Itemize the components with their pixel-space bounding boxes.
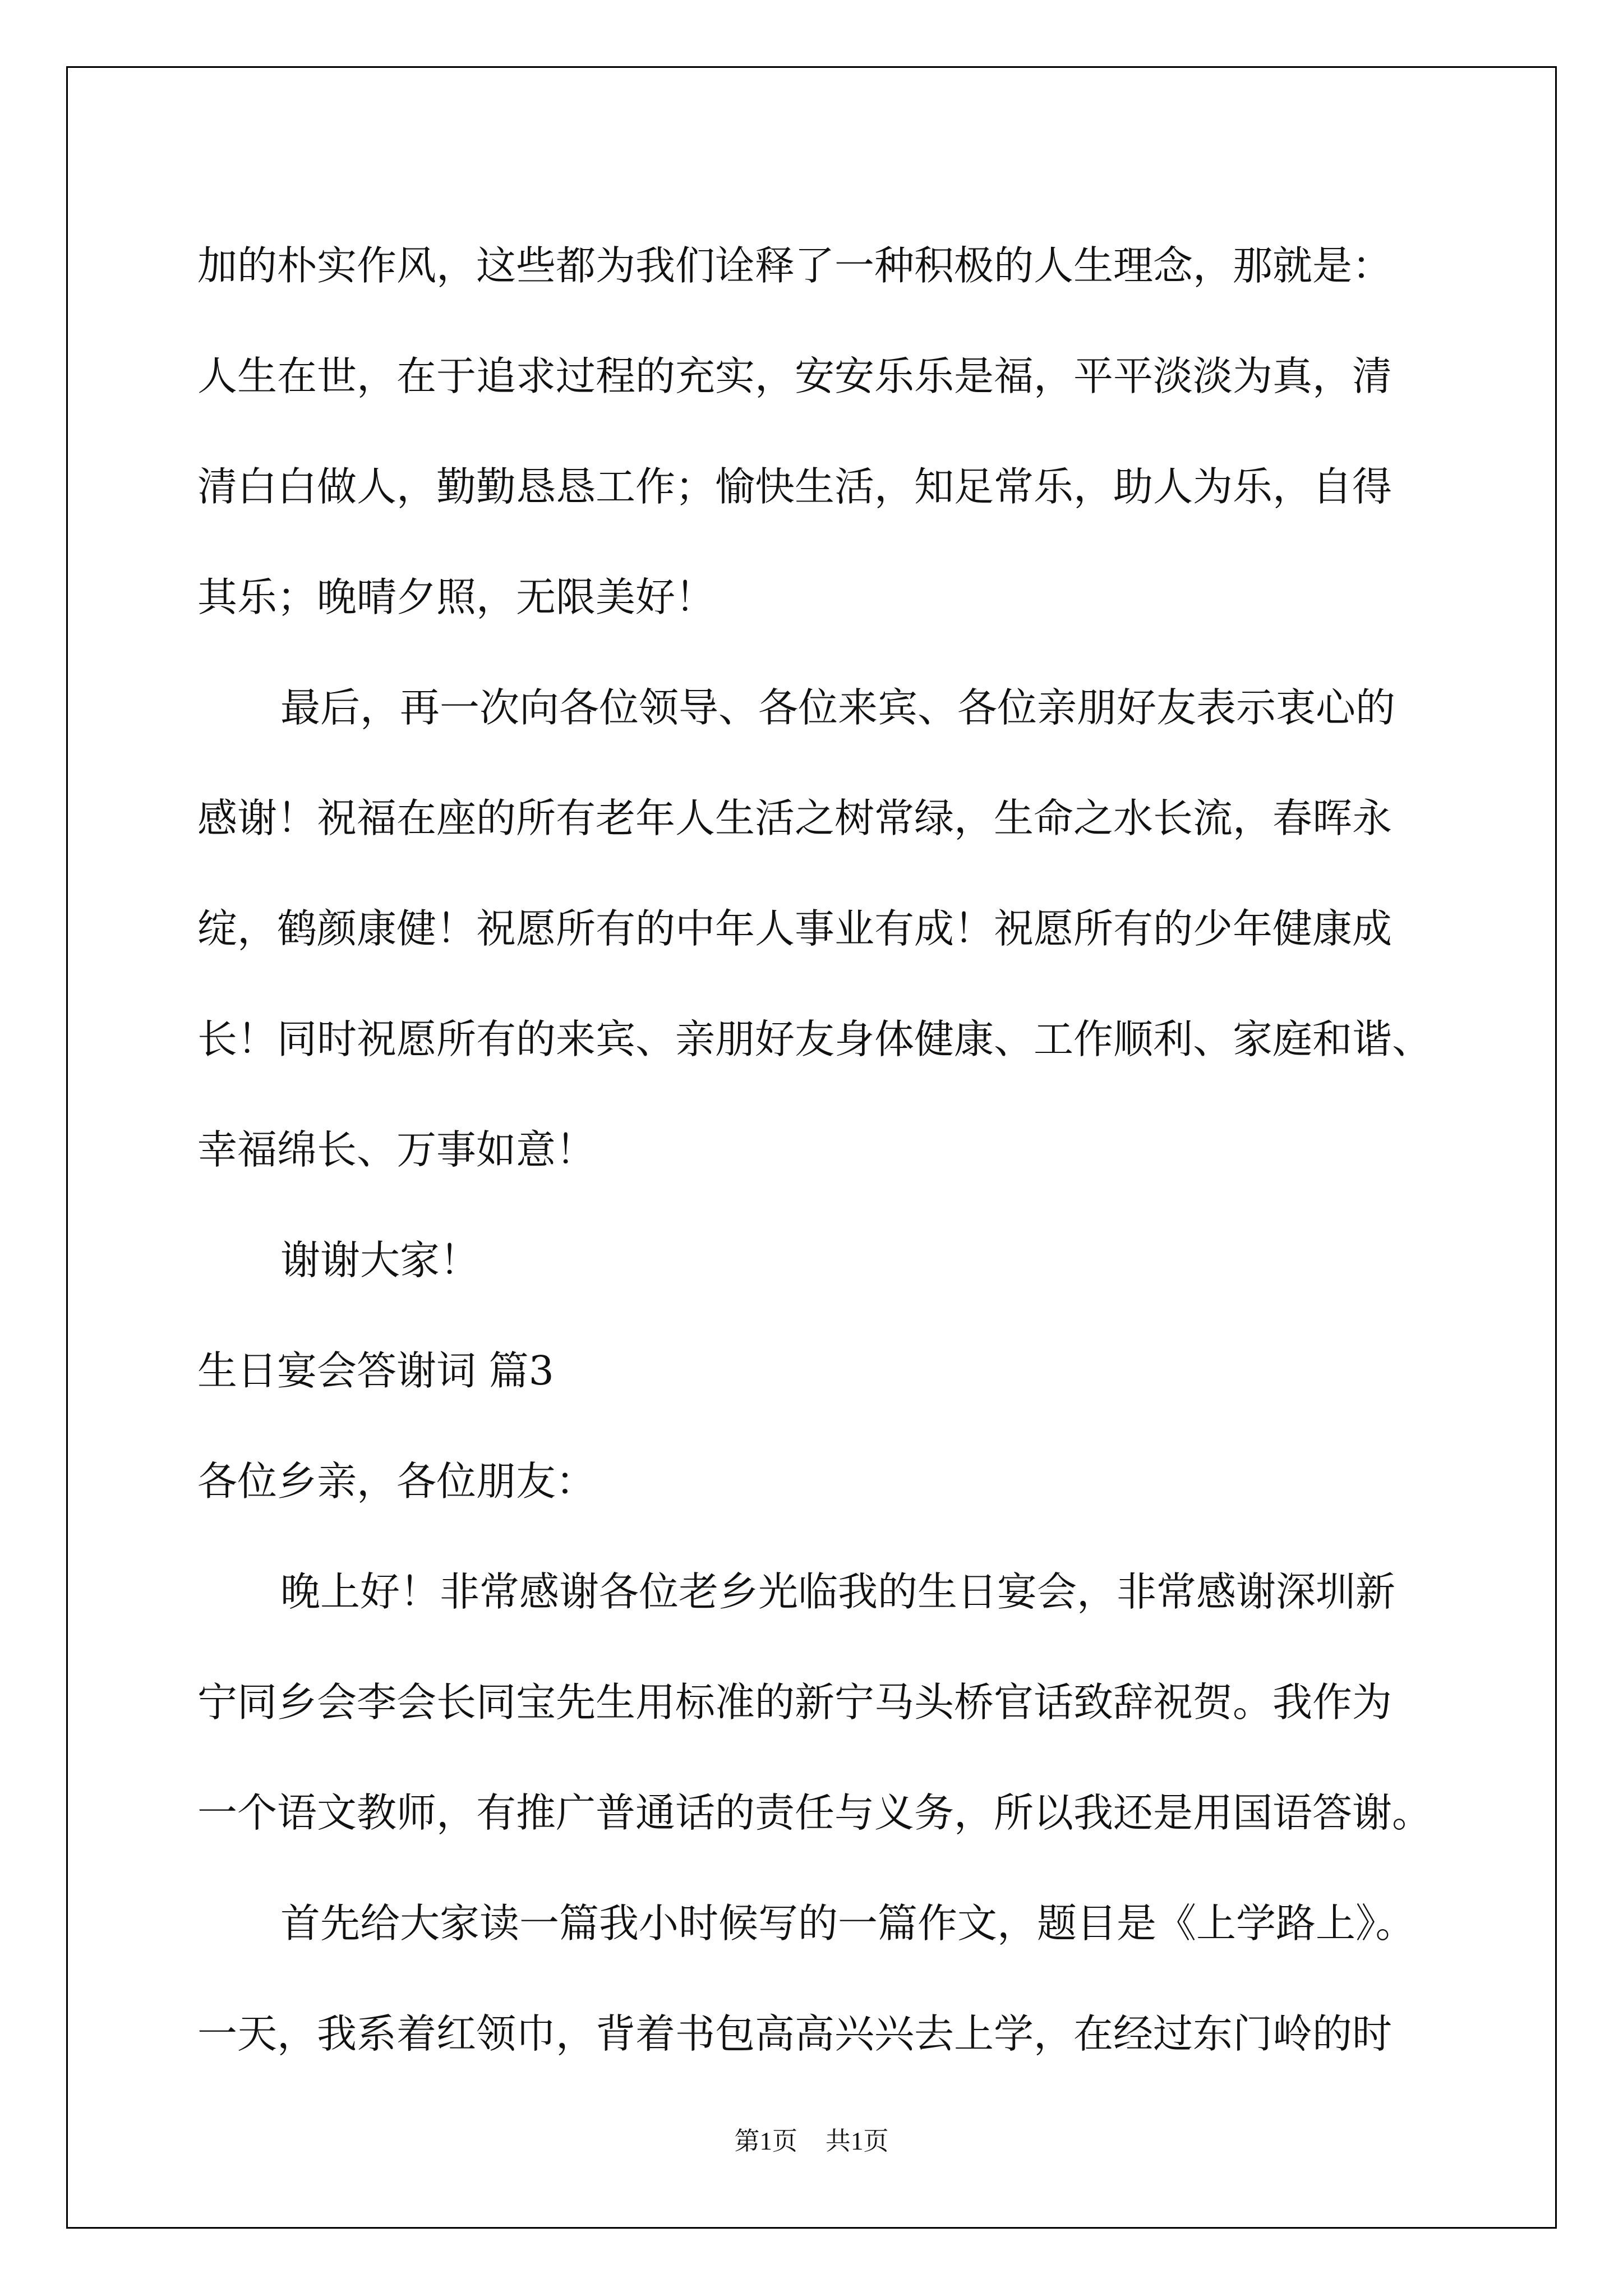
body-line: 长！同时祝愿所有的来宾、亲朋好友身体健康、工作顺利、家庭和谐、 [197, 1016, 1432, 1062]
body-line: 宁同乡会李会长同宝先生用标准的新宁马头桥官话致辞祝贺。我作为 [197, 1679, 1393, 1726]
paragraph-first-line: 晚上好！非常感谢各位老乡光临我的生日宴会，非常感谢深圳新 [280, 1568, 1396, 1615]
body-line: 一天，我系着红领巾，背着书包高高兴兴去上学，在经过东门岭的时 [197, 2010, 1393, 2057]
body-line: 绽，鹤颜康健！祝愿所有的中年人事业有成！祝愿所有的少年健康成 [197, 905, 1393, 952]
paragraph-first-line: 谢谢大家！ [280, 1237, 480, 1283]
body-line: 一个语文教师，有推广普通话的责任与义务，所以我还是用国语答谢。 [197, 1789, 1432, 1836]
body-line: 加的朴实作风，这些都为我们诠释了一种积极的人生理念，那就是： [197, 242, 1393, 289]
body-line: 清白白做人，勤勤恳恳工作；愉快生活，知足常乐，助人为乐，自得 [197, 463, 1393, 510]
salutation: 各位乡亲，各位朋友： [197, 1458, 596, 1504]
section-heading: 生日宴会答谢词 篇3 [197, 1347, 554, 1394]
paragraph-first-line: 首先给大家读一篇我小时候写的一篇作文，题目是《上学路上》。 [280, 1900, 1415, 1947]
document-body [197, 210, 1459, 2089]
page-footer [0, 2120, 1623, 2157]
body-line: 人生在世，在于追求过程的充实，安安乐乐是福，平平淡淡为真，清 [197, 353, 1393, 399]
body-line: 幸福绵长、万事如意！ [197, 1126, 596, 1173]
page-total: 共1页 [826, 2127, 889, 2155]
paragraph-first-line: 最后，再一次向各位领导、各位来宾、各位亲朋好友表示衷心的 [280, 684, 1396, 731]
body-line: 感谢！祝福在座的所有老年人生活之树常绿，生命之水长流，春晖永 [197, 795, 1393, 841]
body-line: 其乐；晚晴夕照，无限美好！ [197, 574, 716, 620]
page-number: 第1页 [734, 2127, 797, 2155]
